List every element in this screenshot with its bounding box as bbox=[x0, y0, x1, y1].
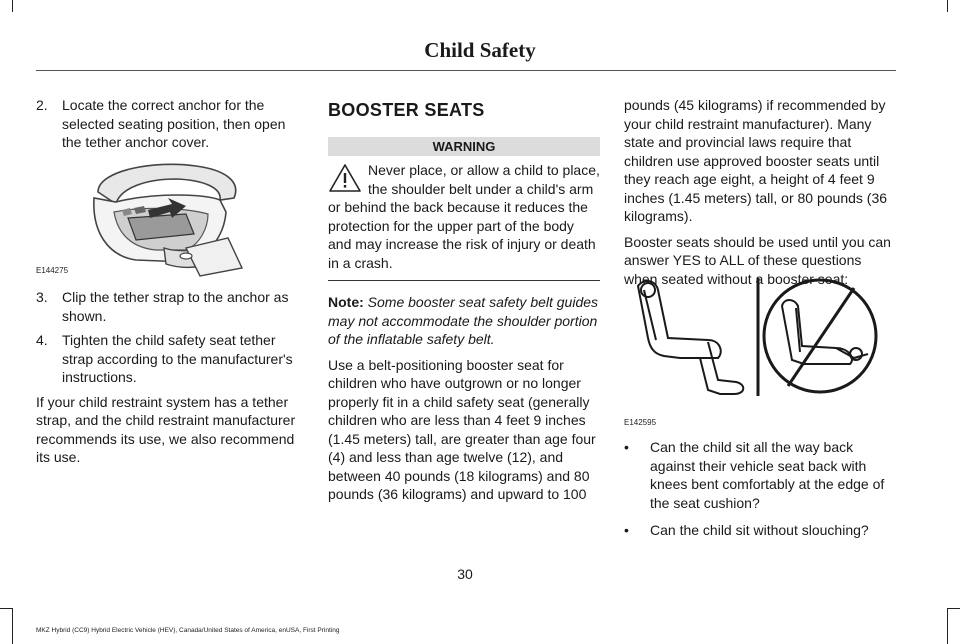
crop-mark-bottom-right bbox=[947, 608, 960, 644]
figure-label: E144275 bbox=[36, 266, 69, 275]
warning-label: WARNING bbox=[328, 137, 600, 156]
tether-paragraph: If your child restraint system has a tether strap, and the child restraint manufacturer recommends its use, we also recommend its use. bbox=[36, 393, 296, 465]
paragraph-2: Booster seats should be used until you can answer YES to ALL of these questions when seated without a booster seat: bbox=[624, 233, 891, 287]
warning-text: Never place, or allow a child to place, the shoulder belt under a child's arm or behind the back because it reduces the protection for the upper part of the body and may increase the risk of injury or death in a crash. bbox=[328, 162, 600, 271]
step-number: 4. bbox=[36, 332, 48, 348]
step-text: Clip the tether strap to the anchor as shown. bbox=[62, 289, 289, 324]
step-text: Tighten the child safety seat tether strap according to the manufacturer's instructions. bbox=[62, 332, 293, 385]
tether-anchor-cover-illustration bbox=[36, 152, 308, 278]
note-label: Note: bbox=[328, 294, 364, 310]
list-item bbox=[624, 521, 896, 540]
bullet-text: Can the child sit all the way back against their vehicle seat back with knees bent comfortably at the edge of the seat cushion? bbox=[650, 439, 885, 511]
bullet-text: Can the child sit without slouching? bbox=[650, 522, 869, 538]
step-number: 3. bbox=[36, 289, 48, 305]
column-1-lower bbox=[36, 288, 308, 467]
checklist bbox=[624, 438, 896, 540]
crop-mark-top-left bbox=[12, 0, 13, 12]
booster-paragraph: Use a belt-positioning booster seat for children who have outgrown or no longer properly fit in a child safety seat (generally children who are less than 4 feet 9 inches (1.45 meters) tall, are greater than age four (4) and less than age twelve (12), and between 40 pounds (18 kilograms) and 80 pounds (36 kilograms) and upward to 100 bbox=[328, 356, 596, 502]
figure-seat-posture bbox=[624, 268, 896, 428]
note-text: Some booster seat safety belt guides may not accommodate the shoulder portion of the inflatable safety belt. bbox=[328, 294, 599, 347]
figure-tether-anchor bbox=[36, 152, 308, 278]
warning-rule bbox=[328, 280, 600, 281]
page-number: 30 bbox=[457, 566, 473, 582]
crop-mark-top-right bbox=[947, 0, 948, 12]
step-text: Locate the correct anchor for the selected seating position, then open the tether anchor cover. bbox=[62, 97, 286, 150]
seat-posture-comparison-illustration bbox=[624, 268, 896, 418]
step-number: 2. bbox=[36, 97, 48, 113]
list-item bbox=[624, 438, 896, 512]
section-heading: BOOSTER SEATS bbox=[328, 100, 485, 120]
column-2 bbox=[328, 96, 600, 504]
column-3 bbox=[624, 96, 896, 288]
page-title: Child Safety bbox=[424, 38, 536, 62]
warning-triangle-icon bbox=[328, 163, 362, 193]
paragraph-1: pounds (45 kilograms) if recommended by your child restraint manufacturer). Many state and provincial laws require that children use approved booster seats until they reach age eight, a height of 4 feet 9 inches (1.45 meters) tall, or 80 pounds (36 kilograms). bbox=[624, 97, 888, 224]
bullet-mark: • bbox=[624, 522, 629, 538]
step-2 bbox=[36, 96, 308, 152]
column-1 bbox=[36, 96, 308, 152]
step-4 bbox=[36, 331, 308, 387]
step-3 bbox=[36, 288, 308, 325]
warning-box bbox=[328, 161, 600, 272]
bullet-mark: • bbox=[624, 439, 629, 455]
footer-doc-info: MKZ Hybrid (CC9) Hybrid Electric Vehicle (HEV), Canada/United States of America, enUSA, First Printing bbox=[36, 627, 340, 634]
note bbox=[328, 293, 600, 349]
crop-mark-bottom-left bbox=[0, 608, 13, 644]
figure-label: E142595 bbox=[624, 418, 657, 427]
header-rule bbox=[36, 70, 896, 71]
